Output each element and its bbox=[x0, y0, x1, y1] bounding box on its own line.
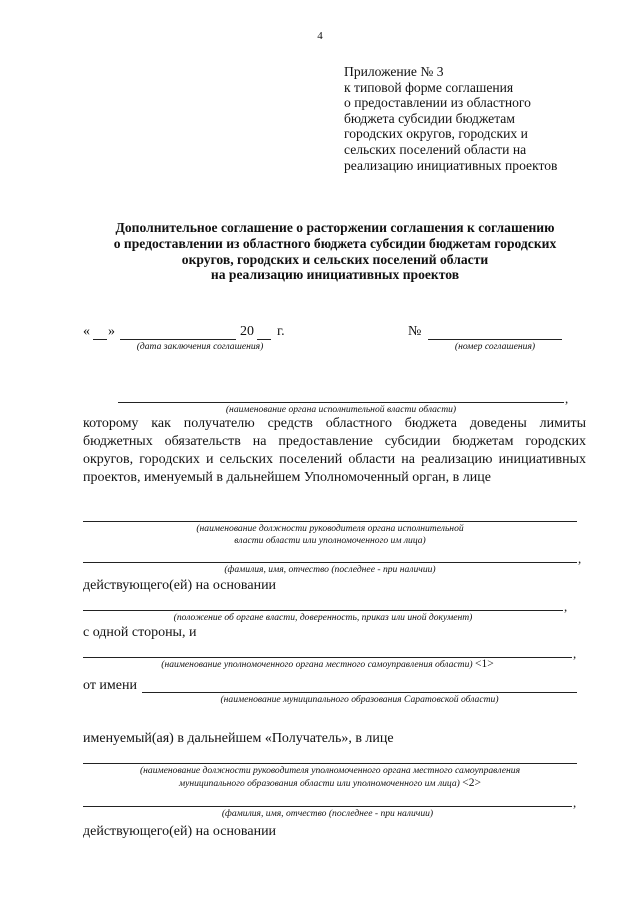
basis-document-field[interactable] bbox=[83, 610, 563, 611]
one-side-text: с одной стороны, и bbox=[83, 625, 197, 640]
title-line: округов, городских и сельских поселений области bbox=[181, 251, 489, 267]
comma: , bbox=[565, 391, 569, 406]
head-position-field[interactable] bbox=[83, 521, 577, 522]
comma: , bbox=[564, 599, 568, 614]
appendix-line: к типовой форме соглашения bbox=[344, 79, 514, 95]
year-suffix: г. bbox=[277, 324, 285, 339]
page-number: 4 bbox=[317, 30, 323, 42]
recipient-fio-field[interactable] bbox=[83, 806, 572, 807]
appendix-line: сельских поселений области на bbox=[344, 141, 527, 157]
local-gov-caption bbox=[83, 658, 572, 670]
number-caption: (номер соглашения) bbox=[454, 341, 536, 352]
fio-caption-2: (фамилия, имя, отчество (последнее - при наличии) bbox=[221, 808, 434, 819]
comma: , bbox=[573, 646, 577, 661]
appendix-line: о предоставлении из областного bbox=[344, 95, 531, 111]
footnote-marker-1: <1> bbox=[475, 658, 494, 670]
on-behalf-text: от имени bbox=[83, 678, 137, 693]
head-position-caption-2: власти области или уполномоченного им лица) bbox=[234, 535, 426, 546]
municipality-caption: (наименование муниципального образования Саратовской области) bbox=[220, 694, 499, 705]
acting-basis-text-2: действующего(ей) на основании bbox=[83, 824, 277, 839]
basis-caption: (положение об органе власти, доверенность, приказ или иной документ) bbox=[173, 612, 473, 623]
appendix-line: Приложение № 3 bbox=[344, 64, 444, 79]
title-line: о предоставлении из областного бюджета субсидии бюджетам городских bbox=[113, 235, 557, 251]
month-field[interactable] bbox=[120, 339, 236, 340]
day-field[interactable] bbox=[93, 339, 107, 340]
head-position-caption-1: (наименование должности руководителя органа исполнительной bbox=[196, 523, 464, 534]
footnote-marker-2: <2> bbox=[462, 777, 481, 789]
date-quote-open: « bbox=[83, 324, 90, 339]
local-gov-caption-text: (наименование уполномоченного органа местного самоуправления области) bbox=[161, 659, 473, 670]
recipient-position-field[interactable] bbox=[83, 763, 577, 764]
number-sign: № bbox=[408, 324, 422, 339]
recipient-intro-text: именуемый(ая) в дальнейшем «Получатель», в лице bbox=[83, 731, 394, 746]
acting-basis-text: действующего(ей) на основании bbox=[83, 578, 277, 593]
title-line: Дополнительное соглашение о расторжении соглашения к соглашению bbox=[115, 220, 555, 235]
title-line: на реализацию инициативных проектов bbox=[210, 267, 460, 283]
year-prefix: 20 bbox=[240, 324, 254, 339]
head-fio-field[interactable] bbox=[83, 562, 577, 563]
year-field[interactable] bbox=[257, 339, 271, 340]
recipient-position-caption-1: (наименование должности руководителя уполномоченного органа местного самоуправления bbox=[139, 765, 521, 776]
authority-name-field[interactable] bbox=[118, 402, 564, 403]
fio-caption: (фамилия, имя, отчество (последнее - при наличии) bbox=[224, 564, 436, 575]
document-title bbox=[70, 220, 600, 283]
appendix-header bbox=[344, 64, 557, 173]
comma: , bbox=[578, 551, 582, 566]
recipient-position-caption-2-row bbox=[83, 777, 577, 789]
date-quote-close: » bbox=[108, 324, 115, 339]
agreement-number-field[interactable] bbox=[428, 339, 562, 340]
appendix-line: бюджета субсидии бюджетам bbox=[344, 110, 515, 126]
date-caption: (дата заключения соглашения) bbox=[136, 341, 264, 352]
comma: , bbox=[573, 795, 577, 810]
authority-caption: (наименование органа исполнительной власти области) bbox=[225, 404, 457, 415]
appendix-line: городских округов, городских и bbox=[344, 126, 528, 142]
appendix-line: реализацию инициативных проектов bbox=[344, 157, 558, 173]
municipality-field[interactable] bbox=[142, 692, 577, 693]
body-paragraph: которому как получателю средств областного бюджета доведены лимиты бюджетных обязательств на предоставление субсидии бюджетам городских округов, городских и сельских поселений области на реализацию инициативных проектов, именуемый в дальнейшем Уполномоченный орган, в лице bbox=[83, 416, 586, 485]
recipient-position-caption-2: муниципального образования области или уполномоченного им лица) bbox=[179, 778, 460, 789]
